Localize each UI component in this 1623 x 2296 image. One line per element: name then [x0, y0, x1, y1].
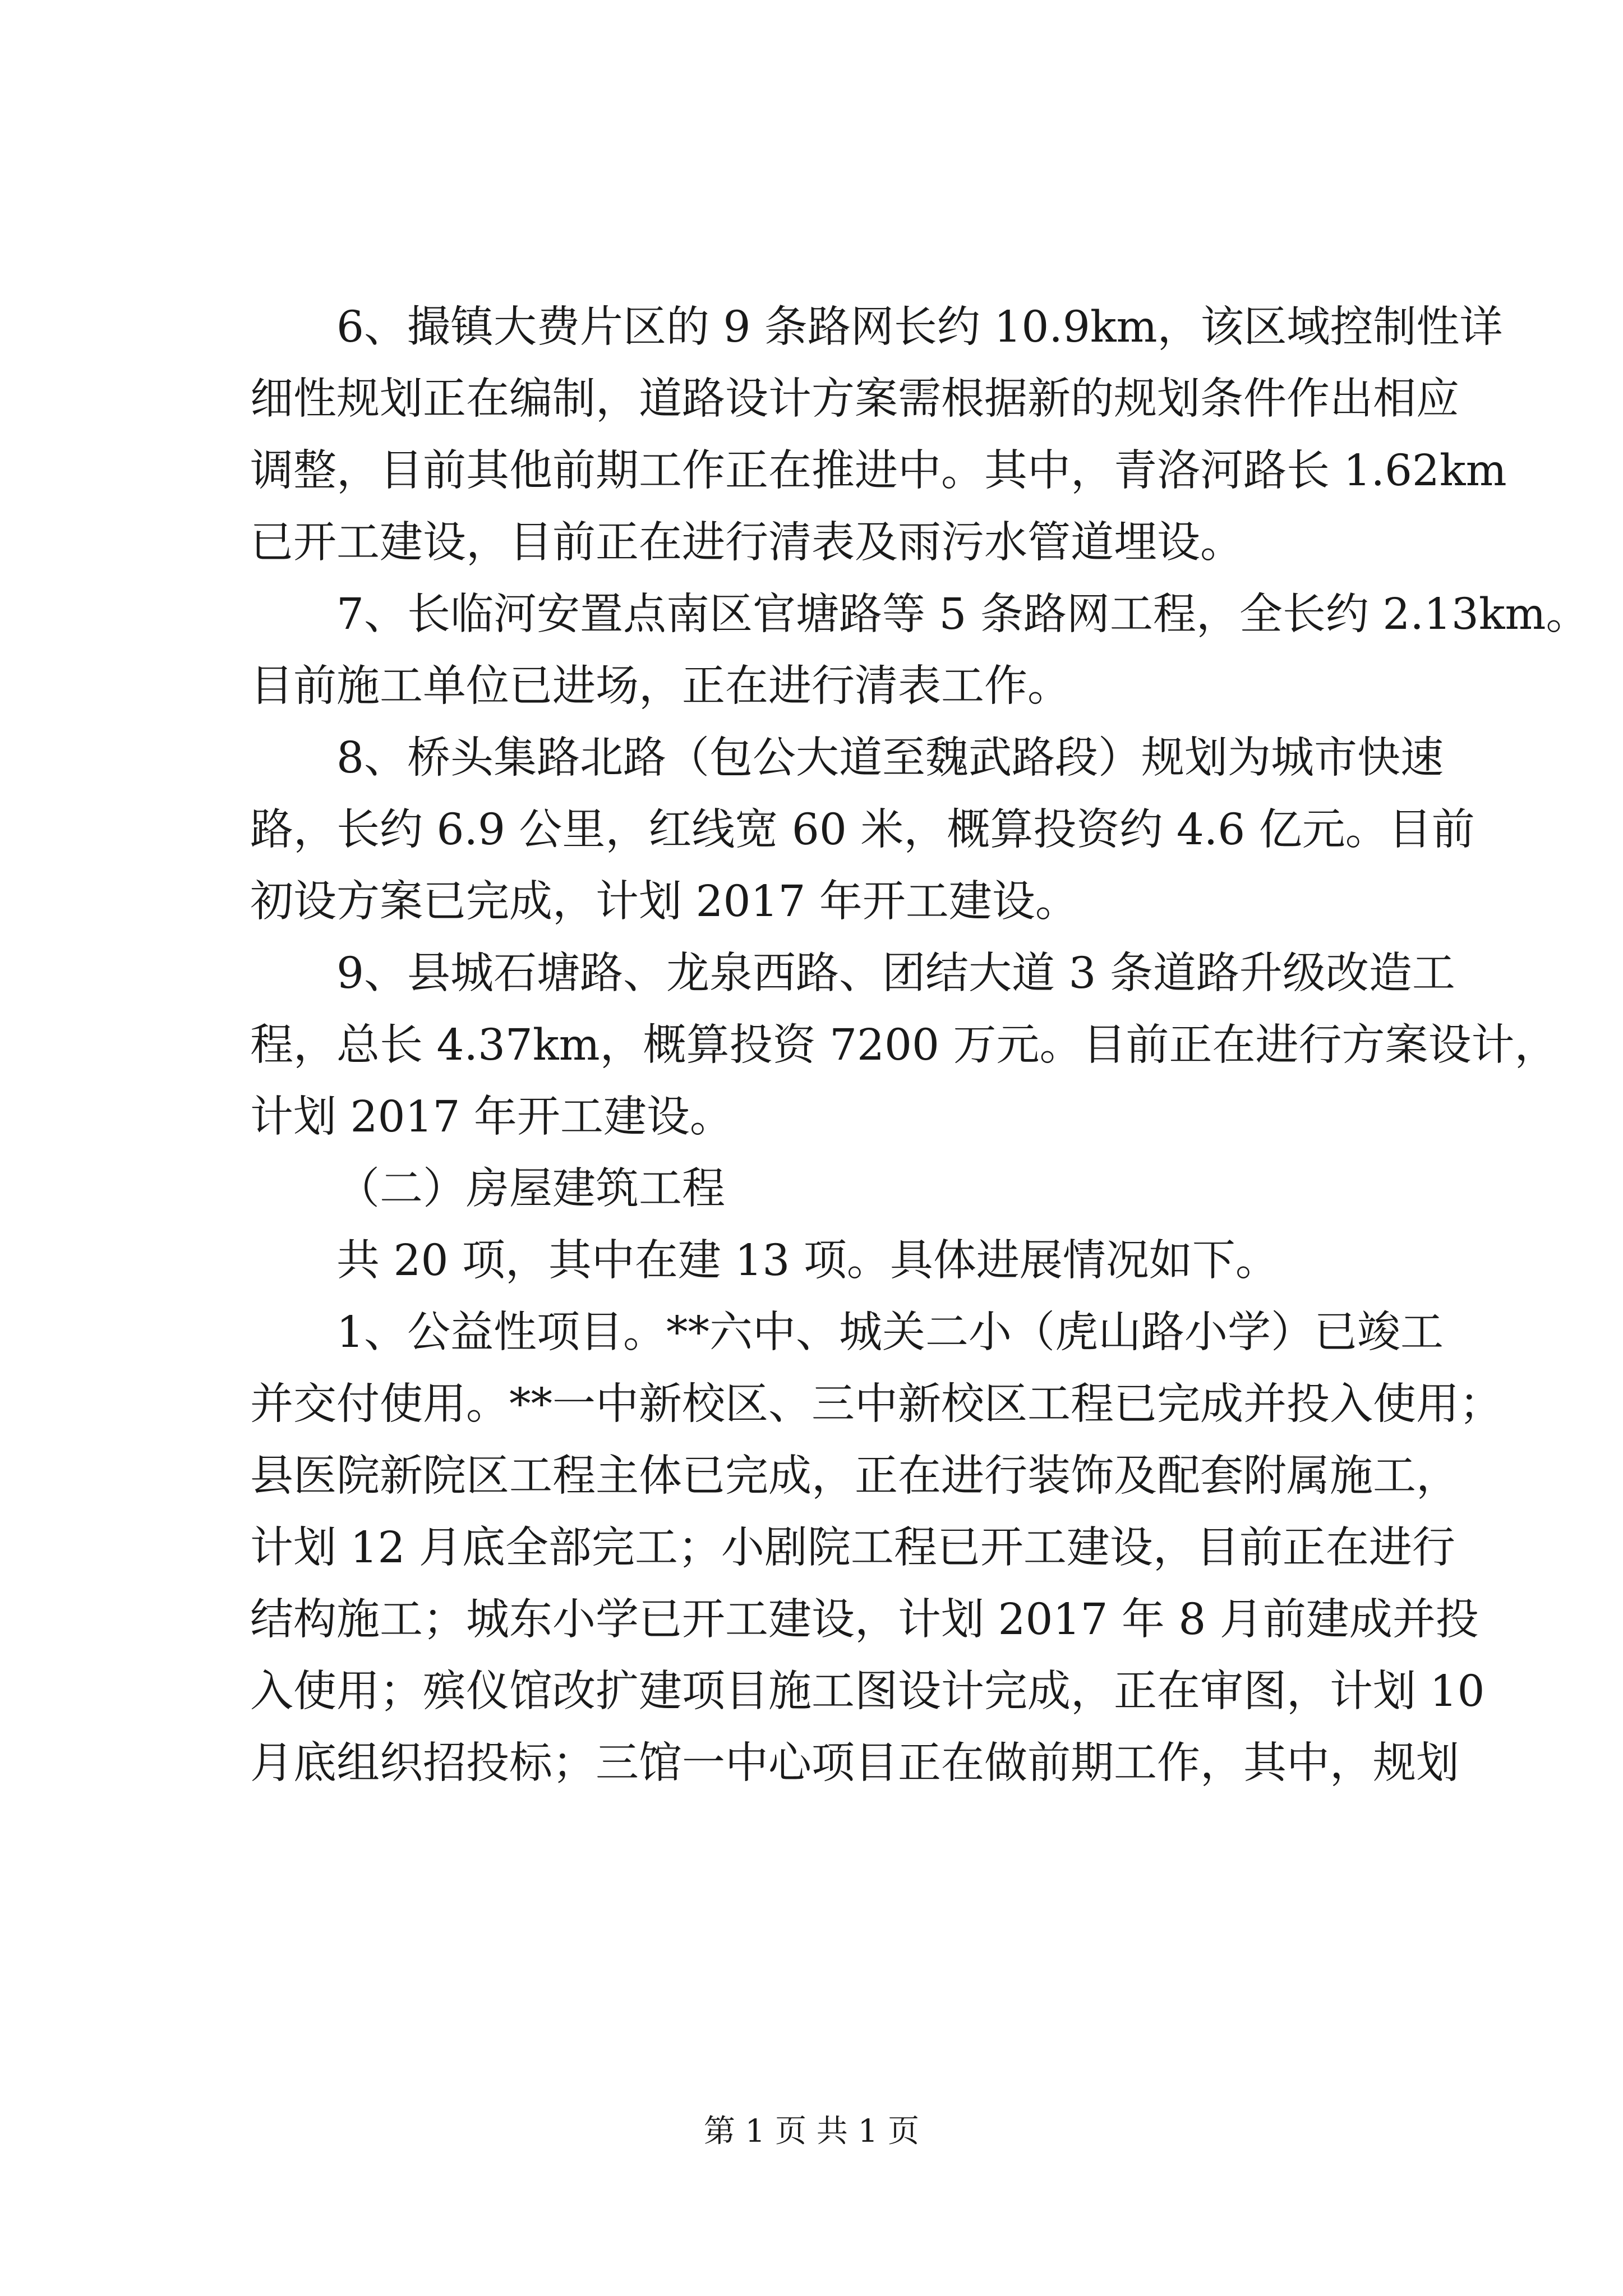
- page-number: 第 1 页 共 1 页: [703, 2113, 920, 2150]
- page-footer: [0, 2109, 1623, 2154]
- paragraph-1-line-7: 月底组织招投标；三馆一中心项目正在做前期工作，其中，规划: [250, 1738, 1459, 1788]
- paragraph-8-line-2: 路，长约 6.9 公里，红线宽 60 米，概算投资约 4.6 亿元。目前: [250, 805, 1475, 855]
- paragraph-7-line-1: 7、长临河安置点南区官塘路等 5 条路网工程，全长约 2.13km。: [336, 590, 1589, 639]
- paragraph-8-line-1: 8、桥头集路北路（包公大道至魏武路段）规划为城市快速: [336, 733, 1444, 783]
- paragraph-1-line-3: 县医院新院区工程主体已完成，正在进行装饰及配套附属施工，: [250, 1451, 1459, 1501]
- paragraph-1-line-1: 1、公益性项目。**六中、城关二小（虎山路小学）已竣工: [336, 1308, 1444, 1358]
- paragraph-1-line-4: 计划 12 月底全部完工；小剧院工程已开工建设，目前正在进行: [250, 1523, 1455, 1573]
- paragraph-7-line-2: 目前施工单位已进场，正在进行清表工作。: [250, 661, 1071, 711]
- paragraph-6-line-2: 细性规划正在编制，道路设计方案需根据新的规划条件作出相应: [250, 374, 1459, 424]
- paragraph-1-line-5: 结构施工；城东小学已开工建设，计划 2017 年 8 月前建成并投: [250, 1595, 1479, 1645]
- body-text: [250, 292, 1589, 1800]
- paragraph-6-line-3: 调整，目前其他前期工作正在推进中。其中，青洛河路长 1.62km: [250, 446, 1507, 496]
- paragraph-1-line-6: 入使用；殡仪馆改扩建项目施工图设计完成，正在审图，计划 10: [250, 1667, 1485, 1717]
- paragraph-9-line-2: 程，总长 4.37km，概算投资 7200 万元。目前正在进行方案设计，: [250, 1020, 1558, 1070]
- paragraph-9-line-3: 计划 2017 年开工建设。: [250, 1092, 733, 1142]
- paragraph-1-line-2: 并交付使用。**一中新校区、三中新校区工程已完成并投入使用；: [250, 1379, 1502, 1429]
- section-summary: 共 20 项，其中在建 13 项。具体进展情况如下。: [336, 1236, 1279, 1286]
- paragraph-8-line-3: 初设方案已完成，计划 2017 年开工建设。: [250, 877, 1078, 927]
- paragraph-6-line-4: 已开工建设，目前正在进行清表及雨污水管道埋设。: [250, 518, 1243, 568]
- paragraph-9-line-1: 9、县城石塘路、龙泉西路、团结大道 3 条道路升级改造工: [336, 949, 1455, 999]
- paragraph-6-line-1: 6、撮镇大费片区的 9 条路网长约 10.9km，该区域控制性详: [336, 302, 1503, 352]
- section-heading: （二）房屋建筑工程: [336, 1164, 725, 1214]
